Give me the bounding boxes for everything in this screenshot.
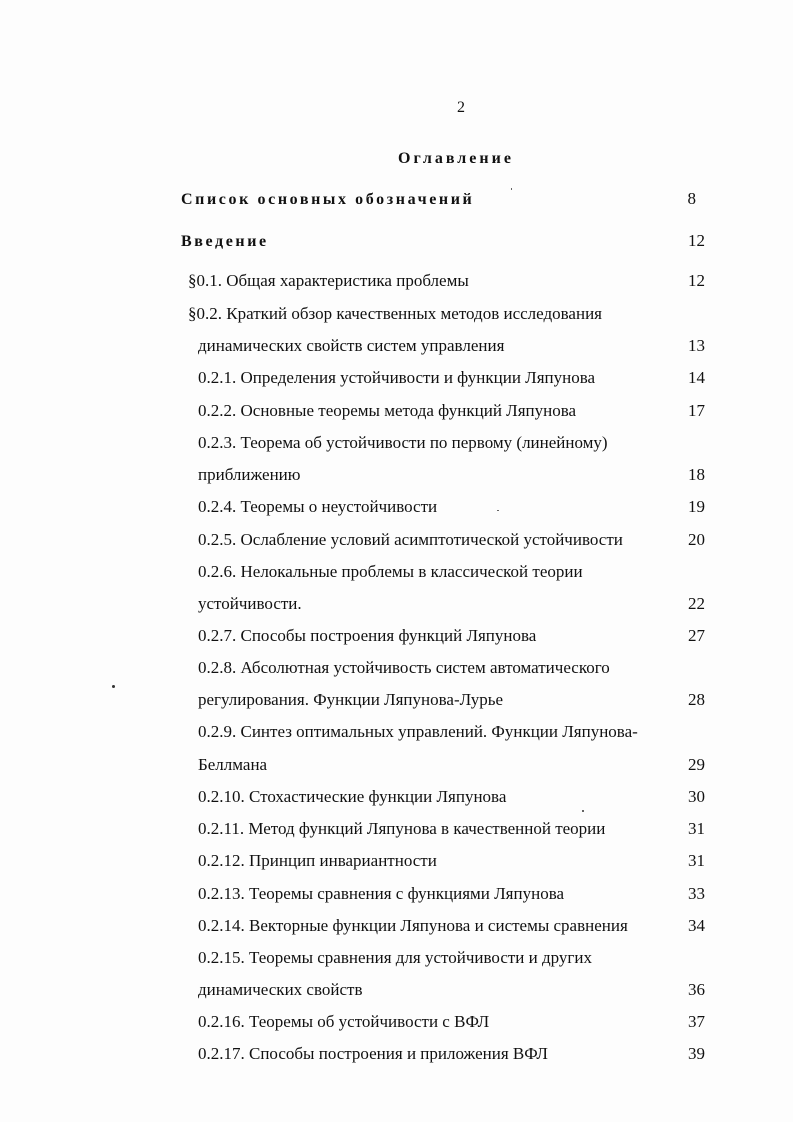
page-number: 2 <box>457 99 465 116</box>
toc-entry-page: 12 <box>688 271 705 290</box>
toc-entry-text: 0.2.2. Основные теоремы метода функций Ляпунова <box>198 401 577 420</box>
toc-entry-page: 28 <box>688 690 705 709</box>
toc-entry-page: 14 <box>688 368 705 387</box>
toc-entry-text: 0.2.9. Синтез оптимальных управлений. Функции Ляпунова- <box>198 722 638 741</box>
toc-entry-text: Список основных обозначений <box>181 191 475 208</box>
toc-entry-text: 0.2.5. Ослабление условий асимптотической устойчивости <box>198 530 623 549</box>
toc-entry-continuation: динамических свойств <box>198 980 363 999</box>
toc-entry-page: 37 <box>688 1012 705 1031</box>
toc-entry-text: 0.2.13. Теоремы сравнения с функциями Ляпунова <box>198 884 565 903</box>
toc-entry-page: 27 <box>688 626 705 645</box>
toc-entry-text: 0.2.16. Теоремы об устойчивости с ВФЛ <box>198 1012 490 1031</box>
toc-entry-text: 0.2.15. Теоремы сравнения для устойчивости и других <box>198 948 592 967</box>
scan-speck <box>112 685 115 688</box>
toc-entry-text: 0.2.11. Метод функций Ляпунова в качественной теории <box>198 819 606 838</box>
toc-entry-text: Введение <box>181 233 269 250</box>
toc-entry-page: 22 <box>688 594 705 613</box>
toc-entry-text: 0.2.7. Способы построения функций Ляпунова <box>198 626 537 645</box>
toc-entry-page: 19 <box>688 497 705 516</box>
toc-entry-page: 39 <box>688 1044 705 1063</box>
toc-entry-page: 8 <box>687 189 696 208</box>
toc-entry-continuation: устойчивости. <box>198 594 302 613</box>
toc-entry-continuation: регулирования. Функции Ляпунова-Лурье <box>198 690 504 709</box>
toc-entry-text: 0.2.17. Способы построения и приложения ВФЛ <box>198 1044 548 1063</box>
toc-entry-page: 33 <box>688 884 705 903</box>
toc-entry-page: 30 <box>688 787 705 806</box>
toc-entry-text: §0.1. Общая характеристика проблемы <box>188 271 469 290</box>
toc-entry-page: 29 <box>688 755 705 774</box>
toc-entry-continuation: динамических свойств систем управления <box>198 336 505 355</box>
toc-entry-text: 0.2.12. Принцип инвариантности <box>198 851 437 870</box>
toc-entry-text: 0.2.8. Абсолютная устойчивость систем автоматического <box>198 658 610 677</box>
toc-entry-page: 31 <box>688 819 705 838</box>
toc-entry-page: 36 <box>688 980 705 999</box>
toc-entry-continuation: приближению <box>198 465 301 484</box>
toc-entry-page: 20 <box>688 530 705 549</box>
toc-entry-text: 0.2.6. Нелокальные проблемы в классической теории <box>198 562 583 581</box>
toc-entry-text: 0.2.3. Теорема об устойчивости по первому (линейному) <box>198 433 608 452</box>
toc-entry-text: 0.2.1. Определения устойчивости и функции Ляпунова <box>198 368 596 387</box>
toc-entry-text: 0.2.4. Теоремы о неустойчивости <box>198 497 438 516</box>
toc-entry-text: 0.2.14. Векторные функции Ляпунова и системы сравнения <box>198 916 628 935</box>
toc-entry-page: 34 <box>688 916 705 935</box>
toc-entry-page: 18 <box>688 465 705 484</box>
toc-entry-continuation: Беллмана <box>198 755 268 774</box>
scan-speck <box>511 188 512 190</box>
toc-title: Оглавление <box>398 150 514 167</box>
toc-entry-page: 13 <box>688 336 705 355</box>
toc-entry-page: 31 <box>688 851 705 870</box>
toc-entry-page: 12 <box>688 231 705 250</box>
toc-entry-text: §0.2. Краткий обзор качественных методов исследования <box>188 304 602 323</box>
scan-speck <box>497 510 499 511</box>
scan-speck <box>582 810 584 812</box>
toc-entry-text: 0.2.10. Стохастические функции Ляпунова <box>198 787 507 806</box>
toc-entry-page: 17 <box>688 401 705 420</box>
